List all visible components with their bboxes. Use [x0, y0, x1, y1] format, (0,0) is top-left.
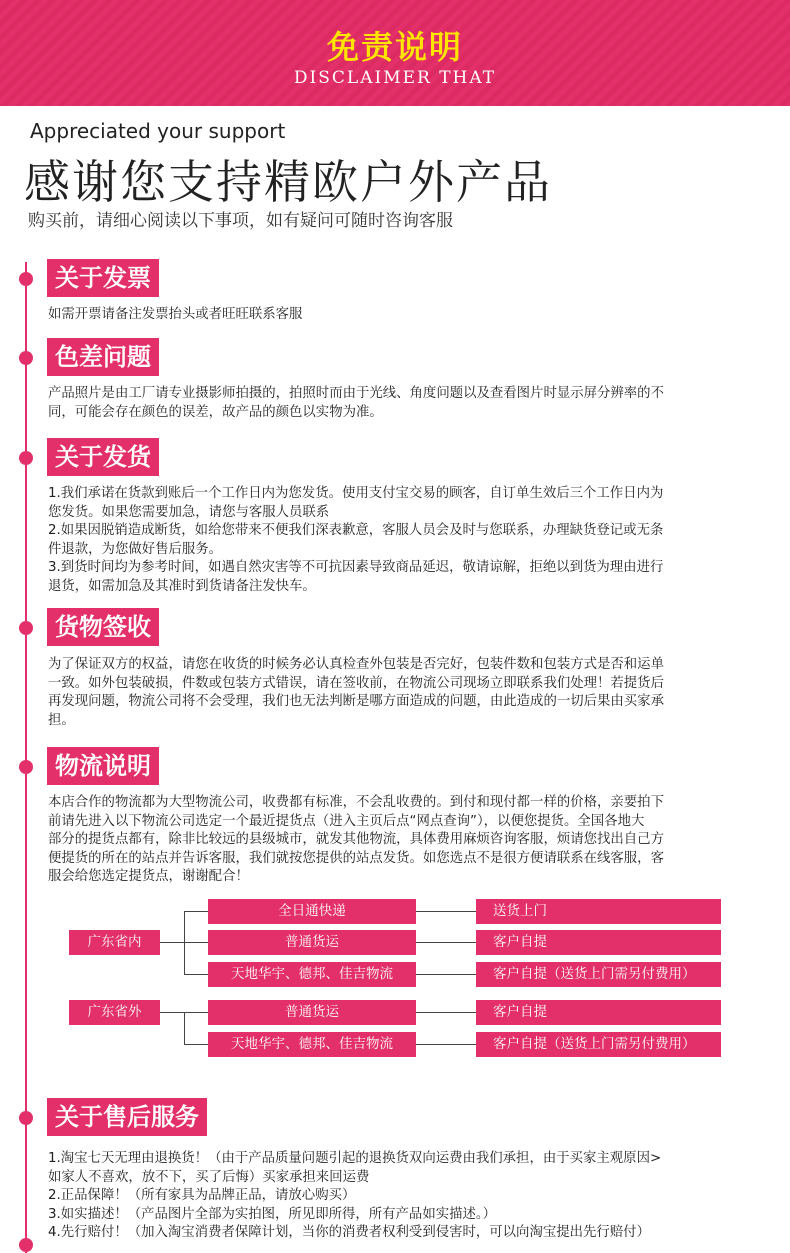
text-line: 2.正品保障！（所有家具为品牌正品，请放心购买） — [48, 1188, 356, 1204]
connector-line — [184, 1012, 185, 1044]
text-line: 2.如果因脱销造成断货，如给您带来不便我们深表歉意，客服人员会及时与您联系，办理缺货登记或无条 — [48, 523, 664, 539]
timeline-dot — [19, 621, 33, 635]
carrier-box: 天地华宇、德邦、佳吉物流 — [208, 1032, 416, 1057]
connector-line — [184, 1012, 208, 1013]
text-line: 产品照片是由工厂请专业摄影师拍摄的，拍照时而由于光线、角度问题以及查看图片时显示屏分辨率的不 — [48, 386, 664, 401]
text-line: 前请先进入以下物流公司选定一个最近提货点（进入主页后点“网点查询”），以便您提货。全国各地大 — [48, 813, 645, 829]
carrier-box: 天地华宇、德邦、佳吉物流 — [208, 962, 416, 987]
text-line: 1.我们承诺在货款到账后一个工作日内为您发货。使用支付宝交易的顾客，自订单生效后三个工作日内为 — [48, 486, 664, 501]
text-line: 为了保证双方的权益，请您在收货的时候务必认真检查外包装是否完好，包装件数和包装方式是否和运单 — [48, 657, 664, 672]
text-line: 如需开票请备注发票抬头或者旺旺联系客服 — [48, 307, 303, 322]
thanks-english: Appreciated your support — [30, 119, 286, 143]
text-line: 1.淘宝七天无理由退换货！（由于产品质量问题引起的退换货双向运费由我们承担，由于买家主观原因> — [48, 1151, 662, 1166]
text-line: 部分的提货点都有，除非比较远的县级城市，就发其他物流，具体费用麻烦咨询客服，烦请您找出自己方 — [48, 832, 664, 848]
carrier-box: 普通货运 — [208, 930, 416, 955]
banner-subtitle: DISCLAIMER THAT — [293, 68, 497, 88]
timeline-dot — [19, 1238, 33, 1252]
text-line: 您发货。如果您需要加急，请您与客服人员联系 — [48, 504, 330, 520]
text-line: 服会给您选定提货点，谢谢配合！ — [48, 869, 249, 885]
carrier-box: 全日通快递 — [208, 899, 416, 924]
delivery-box: 客户自提（送货上门需另付费用） — [476, 1032, 721, 1057]
connector-line — [416, 1044, 476, 1045]
connector-line — [184, 942, 208, 943]
thanks-headline: 感谢您支持精欧户外产品 — [24, 155, 552, 209]
section-body-receipt — [48, 656, 748, 730]
timeline-dot — [19, 451, 33, 465]
text-line: 如家人不喜欢，放不下，买了后悔）买家承担来回运费 — [48, 1169, 370, 1185]
text-line: 再发现问题，物流公司将不会受理，我们也无法判断是哪方面造成的问题，由此造成的一切后果由买家承 — [48, 694, 664, 710]
banner-title: 免责说明 — [326, 28, 463, 66]
connector-line — [160, 942, 184, 943]
delivery-box: 送货上门 — [476, 899, 721, 924]
text-line: 3.到货时间均为参考时间，如遇自然灾害等不可抗因素导致商品延迟，敬请谅解，拒绝以到货为理由进行 — [48, 560, 664, 576]
section-title-shipping: 关于发货 — [47, 438, 159, 476]
text-line: 本店合作的物流都为大型物流公司，收费都有标准，不会乱收费的。到付和现付都一样的价格，亲要拍下 — [48, 795, 664, 810]
section-body-logistics — [48, 794, 748, 887]
delivery-box: 客户自提 — [476, 1000, 721, 1025]
connector-line — [160, 1012, 184, 1013]
section-body-shipping — [48, 485, 748, 597]
region-box-inside: 广东省内 — [69, 930, 160, 955]
region-box-outside: 广东省外 — [69, 1000, 160, 1025]
text-line: 4.先行赔付！（加入淘宝消费者保障计划，当你的消费者权利受到侵害时，可以向淘宝提出先行赔付） — [48, 1225, 650, 1241]
section-body-invoice — [48, 306, 748, 325]
connector-line — [184, 911, 185, 975]
text-line: 一致。如外包装破损，件数或包装方式错误，请在签收前，在物流公司现场立即联系我们处理！若提货后 — [48, 675, 664, 691]
connector-line — [184, 1044, 208, 1045]
connector-line — [416, 1012, 476, 1013]
section-title-invoice: 关于发票 — [47, 259, 159, 297]
text-line: 担。 — [48, 712, 75, 728]
timeline-dot — [19, 351, 33, 365]
delivery-box: 客户自提（送货上门需另付费用） — [476, 962, 721, 987]
thanks-note: 购买前，请细心阅读以下事项，如有疑问可随时咨询客服 — [28, 211, 453, 231]
header-banner — [0, 0, 790, 106]
text-line: 同，可能会存在颜色的误差，故产品的颜色以实物为准。 — [48, 404, 383, 420]
text-line: 退货，如需加急及其准时到货请备注发快车。 — [48, 578, 316, 594]
section-title-receipt: 货物签收 — [47, 608, 159, 646]
carrier-box: 普通货运 — [208, 1000, 416, 1025]
section-title-color: 色差问题 — [47, 338, 159, 376]
timeline-dot — [19, 272, 33, 286]
section-title-aftersale: 关于售后服务 — [47, 1098, 207, 1136]
connector-line — [184, 911, 208, 912]
text-line: 便提货的所在的站点并告诉客服，我们就按您提供的站点发货。如您选点不是很方便请联系在线客服，客 — [48, 850, 664, 866]
timeline-line — [25, 262, 27, 1253]
text-line: 件退款，为您做好售后服务。 — [48, 541, 223, 557]
timeline-dot — [19, 760, 33, 774]
section-body-color — [48, 385, 748, 422]
section-title-logistics: 物流说明 — [47, 747, 159, 785]
connector-line — [416, 974, 476, 975]
text-line: 3.如实描述！（产品图片全部为实拍图，所见即所得，所有产品如实描述。） — [48, 1206, 496, 1222]
connector-line — [184, 974, 208, 975]
timeline-dot — [19, 1111, 33, 1125]
connector-line — [416, 911, 476, 912]
connector-line — [416, 942, 476, 943]
delivery-box: 客户自提 — [476, 930, 721, 955]
section-body-aftersale — [48, 1150, 783, 1243]
